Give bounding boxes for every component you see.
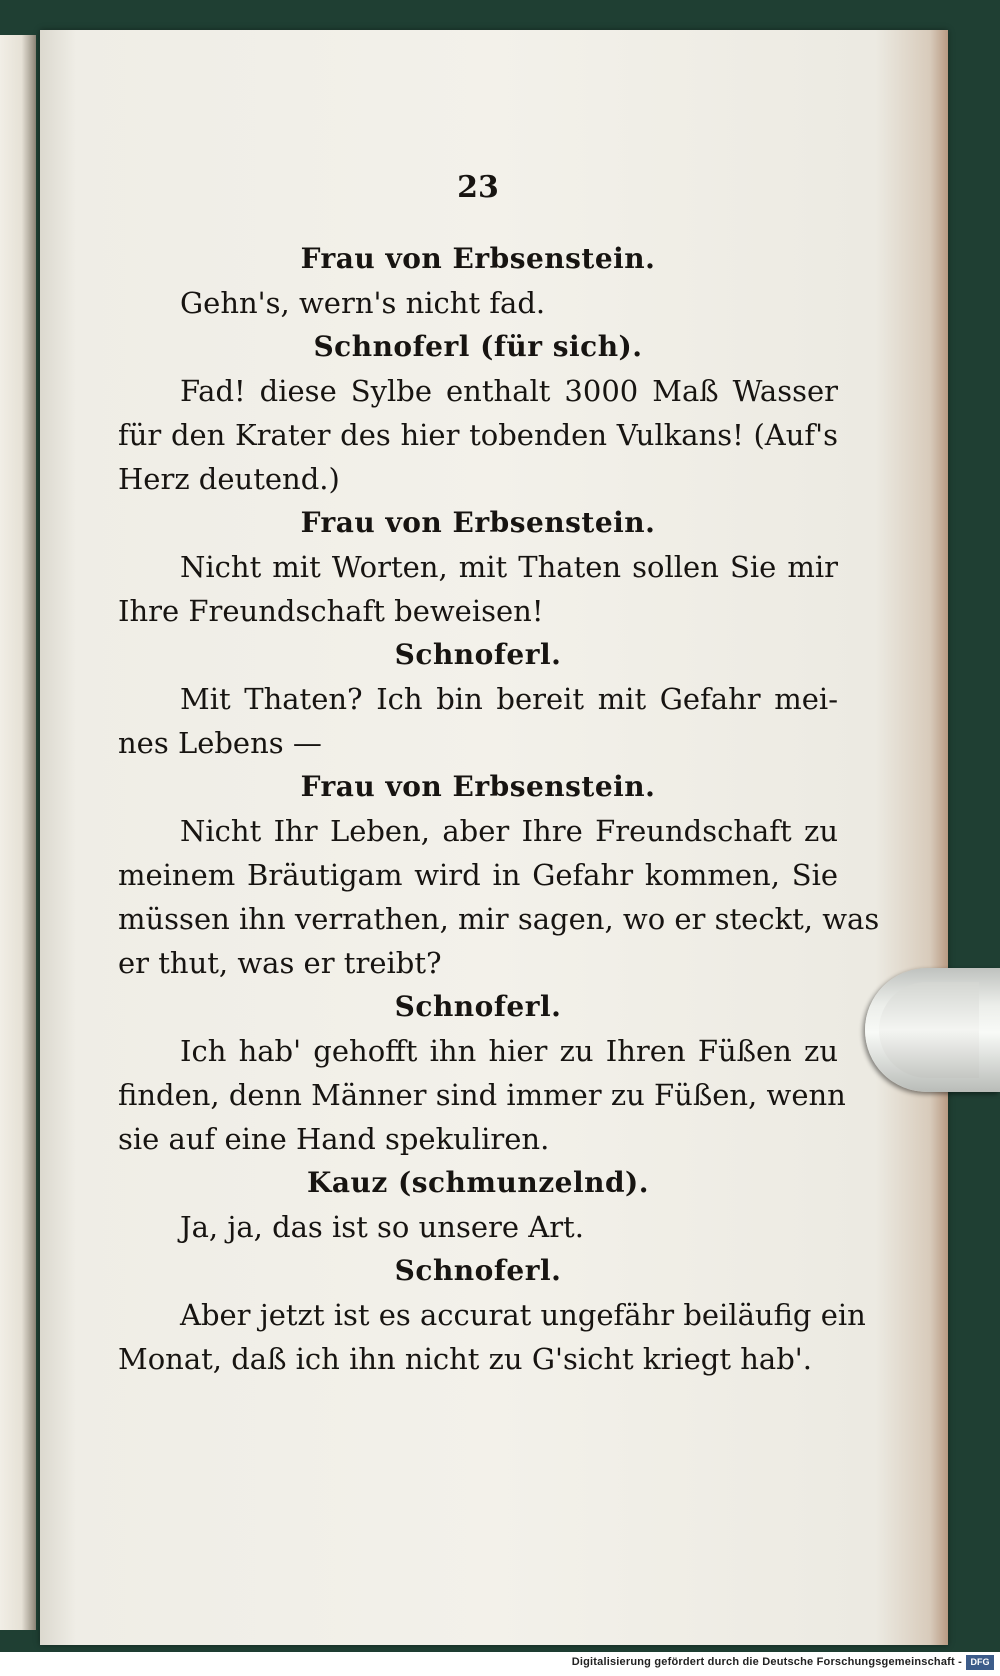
page-clip-inner — [879, 982, 979, 1078]
dfg-logo: DFG — [966, 1655, 994, 1670]
speaker-name: Schnoferl (für sich). — [313, 330, 643, 363]
text-line: meinem Bräutigam wird in Gefahr kommen, Sie — [118, 858, 838, 892]
text-line: Ja, ja, das ist so unsere Art. — [180, 1210, 584, 1244]
page-text — [118, 170, 880, 1381]
text-line: sie auf eine Hand spekuliren. — [118, 1122, 550, 1156]
text-line: Nicht Ihr Leben, aber Ihre Freundschaft zu — [180, 814, 838, 848]
text-line: Ich hab' gehofft ihn hier zu Ihren Füßen zu — [180, 1034, 838, 1068]
speaker-name: Frau von Erbsenstein. — [300, 242, 656, 275]
speaker-name: Kauz (schmunzelnd). — [306, 1166, 650, 1199]
speaker-name: Frau von Erbsenstein. — [300, 770, 656, 803]
text-line: für den Krater des hier tobenden Vulkans! (Auf's — [118, 418, 838, 452]
text-line: nes Lebens — — [118, 726, 322, 760]
speaker-name: Schnoferl. — [394, 990, 562, 1023]
speaker-name: Schnoferl. — [394, 1254, 562, 1287]
text-line: er thut, was er treibt? — [118, 946, 442, 980]
text-line: Herz deutend.) — [118, 462, 340, 496]
text-line: finden, denn Männer sind immer zu Füßen, wenn — [118, 1078, 846, 1112]
text-line: Mit Thaten? Ich bin bereit mit Gefahr mei- — [180, 682, 838, 716]
text-line: Nicht mit Worten, mit Thaten sollen Sie mir — [180, 550, 838, 584]
facing-page-edge — [0, 35, 36, 1630]
funding-credit: Digitalisierung gefördert durch die Deutsche Forschungsgemeinschaft - — [571, 1656, 962, 1668]
text-line: Gehn's, wern's nicht fad. — [180, 286, 546, 320]
text-line: Aber jetzt ist es accurat ungefähr beiläufig ein — [180, 1298, 866, 1332]
speaker-name: Frau von Erbsenstein. — [300, 506, 656, 539]
page-number: 23 — [457, 170, 499, 205]
text-line: Ihre Freundschaft beweisen! — [118, 594, 544, 628]
dialogue-body — [118, 237, 880, 1381]
speaker-name: Schnoferl. — [394, 638, 562, 671]
text-line: müssen ihn verrathen, mir sagen, wo er steckt, was — [118, 902, 880, 936]
text-line: Monat, daß ich ihn nicht zu G'sicht kriegt hab'. — [118, 1342, 812, 1376]
text-line: Fad! diese Sylbe enthalt 3000 Maß Wasser — [180, 374, 838, 408]
page-clip — [865, 968, 1000, 1092]
